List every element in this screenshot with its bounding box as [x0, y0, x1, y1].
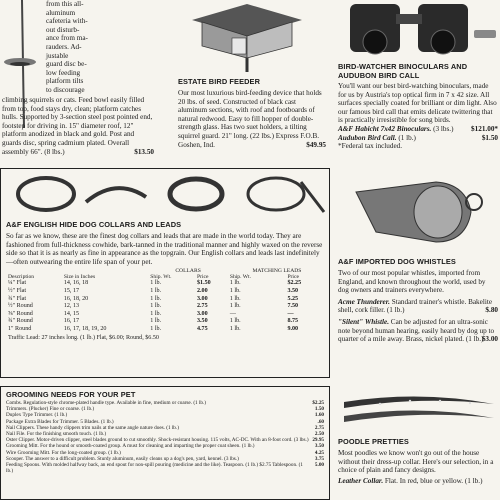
estate-title: ESTATE BIRD FEEDER [178, 77, 261, 86]
cell: 1 lb. [229, 303, 241, 310]
collars-image [6, 172, 326, 218]
cell: 2.75 [196, 303, 208, 310]
whistle-section [338, 257, 498, 344]
silent-whistle-name: "Silent" Whistle. [338, 317, 389, 326]
table-row [6, 296, 326, 304]
column-header: Price [196, 274, 209, 281]
column-header: Ship. Wt. [229, 274, 252, 281]
grooming-section [6, 390, 324, 474]
thunderer-description: Standard trainer's whistle. Bakelite shell, cork filler. (1 lb.) [338, 297, 493, 315]
thunderer-price: $.80 [485, 306, 498, 315]
collars-group-header: COLLARS [175, 268, 201, 275]
table-row [6, 318, 326, 326]
item-text: Nail Clippers. These handy clippers trim nails at the same angle nature does. (1 lb.) [6, 424, 179, 431]
bird-call-detail: (1 lb.) [398, 133, 416, 142]
cell: 16, 17 [63, 318, 80, 325]
binoculars-image [336, 0, 500, 60]
column-header: Size in Inches [63, 274, 96, 281]
cell: $1.50 [196, 280, 211, 287]
table-row [6, 303, 326, 311]
item-price: 29.95 [312, 437, 324, 444]
poodle-photo [340, 392, 498, 432]
cell: — [287, 310, 294, 317]
cell: 16, 18, 20 [63, 295, 89, 302]
estate-price: $49.95 [306, 140, 326, 149]
cell: 1 lb. [150, 287, 162, 294]
feeder-line: platform tilts [46, 77, 84, 86]
binocular-title: BIRD-WATCHER BINOCULARS AND AUDUBON BIRD CALL [338, 62, 468, 80]
cell: 1 lb. [229, 287, 241, 294]
cell: 12, 13 [63, 303, 80, 310]
table-row [6, 326, 326, 334]
cell: 1" Round [8, 325, 32, 332]
feeder-line: guard disc be- [46, 60, 87, 69]
cell: 1 lb. [229, 325, 241, 332]
list-item [6, 462, 324, 474]
leather-collar-name: Leather Collar. [338, 476, 384, 485]
item-text: Nail File. For the finishing smooth touch. (1 lb.) [6, 431, 107, 438]
poodle-description: Most poodles we know won't go out of the house without their dress-up collar. Here's our selection, in a choice of plain and fancy designs. [338, 449, 494, 475]
cell: $2.25 [287, 280, 302, 287]
thunderer-name: Acme Thunderer. [338, 297, 390, 306]
cell: 16, 17, 18, 19, 20 [63, 325, 107, 332]
feeder-line: ance from ma- [46, 34, 88, 43]
cell: 1 lb. [229, 295, 241, 302]
cell: 5.25 [287, 295, 299, 302]
item-price: 2.50 [314, 431, 324, 438]
whistle-title: A&F IMPORTED DOG WHISTLES [338, 257, 456, 266]
item-price: 5.00 [314, 462, 324, 469]
cell: 15, 17 [63, 287, 80, 294]
item-price: 4.25 [314, 449, 324, 456]
silent-whistle-description: Can be adjusted for an ultra-sonic note beyond human hearing, easily heard by dog up to quarter of a mile away. Brass, nickel plated. (1 lb.) [338, 317, 495, 344]
grooming-title: GROOMING NEEDS FOR YOUR PET [6, 390, 136, 399]
cell: 1 lb. [150, 318, 162, 325]
item-price: 1.60 [314, 412, 324, 419]
traffic-lead: Traffic Lead: 27 inches long. (1 lb.) Flat, $6.00; Round, $6.50 [8, 334, 159, 341]
grooming-list [6, 400, 324, 474]
cell: ⅝" Round [8, 310, 33, 317]
item-text: Combs. Regulation-style chrome-plated handle type. Available in fine, medium or coarse. (1 lb.) [6, 400, 206, 406]
bird-call-name: Audubon Bird Call. [338, 133, 397, 142]
binocular-description: You'll want our best bird-watching binoculars, made for us by Austria's top optical firm in 7 x 42 size. All surfaces specially coated for brilliant or dim light. Also our famous bird call that emits delicate twittering that is practically irresistible for song birds. [338, 82, 497, 125]
collars-description: So far as we know, these are the finest dog collars and leads that are made in the world today. They are fashioned from full-thickness cowhide, bark-tanned in the traditional manner and highly waxed on the reverse side so that it is as nearly as fine in appearance as the topgrain. Our English collars and leads last indefinitely—often outwearing the entire life span of your pet. [6, 232, 323, 266]
binocular-price: $121.00* [471, 124, 498, 133]
cell: 4.75 [196, 325, 208, 332]
feeder-line: low feeding [46, 68, 81, 77]
cell: 3.00 [196, 295, 208, 302]
feeder-narrow-lines [46, 0, 140, 95]
cell: 2.00 [196, 287, 208, 294]
feeder-line: from this all- [46, 0, 84, 8]
estate-description: Our most luxurious bird-feeding device that holds 20 lbs. of seed. Constructed of black cast aluminum sections, with roof and footboards of natural redwood. Easy to fill hopper of double-strength glass. Has two suet holders, a tilting squirrel guard. 21" long. (22 lbs.) Express F.O.B. Goshen, Ind. [178, 89, 322, 149]
item-text: Duplex Type Trimmer. (1 lb.) [6, 412, 68, 419]
binocular-item-name: A&F Habicht 7x42 Binoculars. [338, 124, 432, 133]
feeder-line: to discourage [46, 85, 85, 94]
cell: 14, 15 [63, 310, 80, 317]
silent-whistle-price: $3.00 [481, 335, 498, 344]
cell: 14, 16, 18 [63, 280, 89, 287]
feeder-price: $13.50 [134, 147, 154, 156]
column-header: Description [8, 274, 35, 281]
item-text: Wire Grooming Mitt. For the long-coated group. (1 lb.) [6, 449, 121, 456]
item-text: Feeding Spoons. With molded halfway back, an end spout for non-spill pouring (medicine and the like). Teaspoon. (1 lb.) $2.75 Tablespoon. (1 lb.) [6, 462, 304, 475]
cell: 3.50 [287, 287, 299, 294]
feeder-line: rauders. Ad- [46, 42, 82, 51]
feeder-line: cafeteria with- [46, 17, 88, 26]
binocular-photo [336, 0, 500, 60]
table-row [6, 288, 326, 296]
cell: 3.00 [196, 310, 208, 317]
bird-call-price: $1.50 [481, 133, 498, 142]
leather-collar-description: Flat. In red, blue or yellow. (1 lb.) [384, 476, 483, 485]
feeder-line: justable [46, 51, 69, 60]
cell: 1 lb. [150, 325, 162, 332]
estate-photo [172, 0, 322, 72]
binocular-item-detail: (3 lbs.) [433, 124, 454, 133]
cell: — [229, 310, 236, 317]
poodle-section [338, 437, 498, 485]
column-header: Ship. Wt. [150, 274, 172, 281]
item-price: 2.75 [314, 424, 324, 431]
leads-group-header: MATCHING LEADS [252, 268, 302, 275]
item-price: $2.25 [312, 400, 324, 406]
cell: ½" Flat [8, 287, 27, 294]
cell: 1 lb. [150, 280, 162, 287]
cell: 1 lb. [150, 303, 162, 310]
cell: 3.50 [196, 318, 208, 325]
poodle-collar-image [340, 392, 498, 432]
cell: 1 lb. [150, 295, 162, 302]
table-row [6, 311, 326, 319]
item-text: Scooper. The answer to a difficult problem. Sturdy aluminum, easily cleans up a dog's pen, yard, kennel. (3 lbs.) [6, 455, 239, 462]
binocular-section [338, 62, 498, 151]
cell: ½" Round [8, 303, 33, 310]
estate-section [178, 77, 326, 149]
item-price: .60 [317, 418, 324, 425]
item-text: Package Extra Blades for Trimmer. 5 Blades. (1 lb.) [6, 418, 114, 425]
item-text: Grooming Mitt. For the hound or smooth-coated group. A must for cleaning and imparting the proper coat sheen. (1 lb.) [6, 443, 255, 450]
feeder-line: out disturb- [46, 25, 80, 34]
item-price: 1.50 [314, 406, 324, 413]
feeder-text-block [40, 0, 140, 95]
item-text: Oster Clipper. Motor-driven clipper, steel blades ground to cut smoothly. Shock-resistant housing. 115 volts, AC-DC. With an 8-foot cord. (3 lbs.) [6, 437, 309, 444]
column-header: Price [287, 274, 299, 281]
whistle-photo [346, 172, 496, 252]
collars-section [6, 220, 326, 342]
cell: 1 lb. [229, 280, 241, 287]
estate-feeder-image [172, 0, 322, 72]
collars-table [6, 268, 326, 333]
cell: 8.75 [287, 318, 299, 325]
item-text: Trimmers. (Plucker) Fine or coarse. (1 lb.) [6, 406, 95, 413]
collars-title: A&F ENGLISH HIDE DOG COLLARS AND LEADS [6, 220, 182, 229]
cell: 9.00 [287, 325, 299, 332]
cell: ¼" Flat [8, 280, 27, 287]
cell: ¾" Flat [8, 295, 27, 302]
feeder-line: aluminum [46, 8, 76, 17]
item-price: 3.50 [314, 443, 324, 450]
cell: 1 lb. [229, 318, 241, 325]
cell: ¾" Round [8, 318, 33, 325]
feeder-description: climbing squirrels or cats. Feed bowl easily filled from top, food stays dry, clean; platform catches hulls. Supported by 3-section steel post pointed end, footstep for driving in. 15" diameter roof, 12" platform anodized in black and gold. Post and guards disc, spring cadmium plated. Overall assembly 66". (8 lbs.) [2, 96, 153, 156]
whistle-image [346, 172, 496, 252]
cell: 7.50 [287, 303, 299, 310]
table-row [6, 280, 326, 288]
poodle-title: POODLE PRETTIES [338, 437, 409, 446]
feeder-body [2, 96, 154, 156]
whistle-description: Two of our most popular whistles, imported from England, and known throughout the world, used by dog owners and trainers everywhere. [338, 269, 486, 295]
item-price: 3.75 [314, 455, 324, 462]
collars-photo [6, 172, 326, 218]
cell: 1 lb. [150, 310, 162, 317]
tax-note: *Federal tax included. [338, 142, 403, 151]
